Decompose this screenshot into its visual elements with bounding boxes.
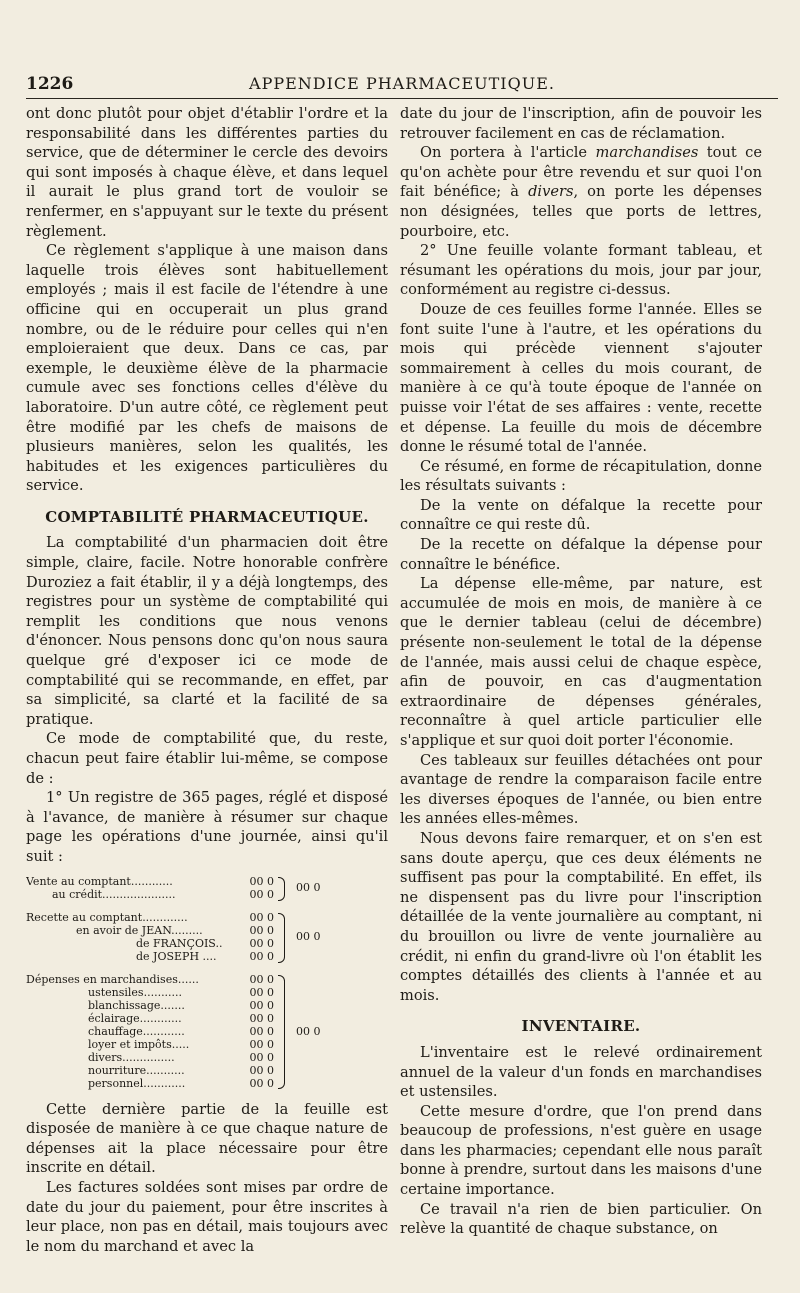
running-title: APPENDICE PHARMACEUTIQUE. [249,74,555,93]
paragraph: ont donc plutôt pour objet d'établir l'ordre et la responsabilité dans les différentes parties du service, que de déterminer le cercle des devoirs qui sont imposés à chaque élève, et dans lequel il aurait le plus grand tort de vouloir se renfermer, en s'appuyant sur le texte du présent règlement. [26,105,388,240]
ledger-label: ustensiles........... [88,985,183,999]
ledger-row [26,1025,388,1038]
paragraph: Les factures soldées sont mises par ordre de date du jour du paiement, pour être inscrites à leur place, non pas en détail, mais toujours avec le nom du marchand et avec la [26,1178,388,1255]
paragraph: La dépense elle-même, par nature, est accumulée de mois en mois, de manière à ce que le dernier tableau (celui de décembre) présente non-seulement le total de la dépense de l'année, mais aussi celui de chaque espèce, afin de pouvoir, en cas d'augmentation extraordinaire de dépenses générales, reconnaître à quel article particulier elle s'applique et sur quoi doit porter l'économie. [400,575,762,749]
ledger-row [26,911,388,924]
ledger-table [26,875,388,1090]
paragraph: Nous devons faire remarquer, et on s'en est sans doute aperçu, que ces deux éléments ne suffisent pas pour la comptabilité. En effet, ils ne dispensent pas du livre pour l'inscription détaillée de la vente journalière au comptant, ni du brouillon ou livre de vente journalière au crédit, ni enfin du grand-livre où l'on établit les comptes détaillés des clients à l'année et au mois. [400,829,762,1004]
ledger-label: de FRANÇOIS.. [136,936,223,950]
page-header [26,72,778,99]
text-run-italic: marchandises [595,144,699,162]
ledger-row [26,986,388,999]
paragraph [400,143,762,241]
paragraph: La comptabilité d'un pharmacien doit être simple, claire, facile. Notre honorable confrère Duroziez a fait établir, il y a déjà longtemps, des registres pour un système de comptabilité qui remplit les conditions que nous venons d'énoncer. Nous pensons donc qu'on nous saura quelque gré d'exposer ici ce mode de comptabilité qui se recommande, en effet, par sa simplicité, sa clarté et la facilité de sa pratique. [26,534,388,728]
ledger-row [26,1077,388,1090]
paragraph: Ce mode de comptabilité que, du reste, chacun peut faire établir lui-même, se compose de : [26,730,388,787]
ledger-amount: 00 0 [249,910,274,924]
section-heading-comptabilite: COMPTABILITÉ PHARMACEUTIQUE. [45,507,369,526]
text-run: tout ce qu'on achète pour être revendu et sur quoi l'on fait bénéfice; à [400,144,762,201]
section-heading-inventaire: INVENTAIRE. [521,1017,641,1036]
paragraph: Ce règlement s'applique à une maison dans laquelle trois élèves sont habituellement employés ; mais il est facile de l'étendre à une officine qui en occuperait un plus grand nombre, ou de le réduire pour celles qui n'en emploieraient que deux. Dans ce cas, par exemple, le deuxième élève de la pharmacie cumule avec ses fonctions celles d'élève du laboratoire. D'un autre côté, ce règlement peut être modifié par les chefs de maisons de plusieurs manières, selon les qualités, les habitudes et les exigences particulières du service. [26,242,388,495]
ledger-label: Vente au comptant............ [26,874,173,888]
ledger-amount: 00 0 [249,1037,274,1051]
ledger-row [26,973,388,986]
ledger-amount: 00 0 [249,972,274,986]
text-run-italic: divers [528,183,574,201]
ledger-amount: 00 0 [249,923,274,937]
ledger-label: blanchissage....... [88,998,185,1012]
paragraph: L'inventaire est le relevé ordinairement annuel de la valeur d'un fonds en marchandises et ustensiles. [400,1043,762,1101]
ledger-label: au crédit..................... [52,887,176,901]
ledger-label: nourriture........... [88,1063,185,1077]
ledger-amount: 00 0 [249,1011,274,1025]
ledger-label: loyer et impôts..... [88,1037,190,1051]
brace [278,913,285,963]
page-number: 1226 [26,74,74,94]
paragraph: Ces tableaux sur feuilles détachées ont pour avantage de rendre la comparaison facile entre les diverses époques de l'année, ou bien entre les années elles-mêmes. [400,751,762,828]
ledger-label: Dépenses en marchandises...... [26,972,199,986]
ledger-row [26,888,388,901]
ledger-amount: 00 0 [249,1024,274,1038]
paragraph: De la vente on défalque la recette pour connaître ce qui reste dû. [400,496,762,534]
ledger-amount: 00 0 [249,936,274,950]
ledger-amount: 00 0 [249,1050,274,1064]
ledger-amount: 00 0 [249,1063,274,1077]
left-column [26,104,388,1256]
ledger-label: chauffage............ [88,1024,185,1038]
brace [278,975,285,1089]
ledger-row [26,875,388,888]
ledger-label: en avoir de JEAN......... [76,923,203,937]
ledger-row [26,1012,388,1025]
ledger-row [26,937,388,950]
text-run: On portera à l'article [420,144,596,162]
ledger-row [26,1051,388,1064]
ledger-label: de JOSEPH .... [136,949,217,963]
paragraph: De la recette on défalque la dépense pour connaître le bénéfice. [400,536,762,573]
paragraph: Ce résumé, en forme de récapitulation, donne les résultats suivants : [400,457,762,495]
ledger-row [26,1064,388,1077]
paragraph: date du jour de l'inscription, afin de pouvoir les retrouver facilement en cas de réclamation. [400,105,762,142]
ledger-amount: 00 0 [249,1076,274,1090]
ledger-total: 00 0 [296,1024,321,1038]
ledger-row [26,999,388,1012]
ledger-label: personnel............ [88,1076,186,1090]
ledger-row [26,1038,388,1051]
brace [278,877,285,901]
ledger-row [26,924,388,937]
ledger-amount: 00 0 [249,985,274,999]
ledger-label: éclairage............ [88,1011,182,1025]
ledger-total: 00 0 [296,880,321,894]
ledger-label: divers............... [88,1050,175,1064]
text-run: , on porte les dépenses non désignées, telles que ports de lettres, pourboire, etc. [400,183,763,240]
ledger-group-depenses [26,973,388,1090]
ledger-group-recette [26,911,388,963]
paragraph: Cette mesure d'ordre, que l'on prend dans beaucoup de professions, n'est guère en usage dans les pharmacies; cependant elle nous paraît bonne à prendre, surtout dans les maisons d'une certaine importance. [400,1102,762,1199]
paragraph: 2° Une feuille volante formant tableau, et résumant les opérations du mois, jour par jour, conformément au registre ci-dessus. [400,242,762,299]
paragraph: Ce travail n'a rien de bien particulier. On relève la quantité de chaque substance, on [400,1200,762,1238]
ledger-amount: 00 0 [249,887,274,901]
paragraph: 1° Un registre de 365 pages, réglé et disposé à l'avance, de manière à résumer sur chaque page les opérations d'une journée, ainsi qu'il suit : [26,789,388,865]
paragraph: Douze de ces feuilles forme l'année. Elles se font suite l'une à l'autre, et les opérations du mois qui précède viennent s'ajouter sommairement à celles du mois courant, de manière à ce qu'à toute époque de l'année on puisse voir l'état de ses affaires : vente, recette et dépense. La feuille du mois de décembre donne le résumé total de l'année. [400,300,762,456]
ledger-amount: 00 0 [249,998,274,1012]
ledger-row [26,950,388,963]
ledger-total: 00 0 [296,929,321,943]
ledger-amount: 00 0 [249,949,274,963]
ledger-label: Recette au comptant............. [26,910,188,924]
ledger-group-vente [26,875,388,901]
paragraph: Cette dernière partie de la feuille est disposée de manière à ce que chaque nature de dépenses ait la place nécessaire pour être inscrite en détail. [26,1100,388,1177]
right-column [400,104,762,1239]
ledger-amount: 00 0 [249,874,274,888]
